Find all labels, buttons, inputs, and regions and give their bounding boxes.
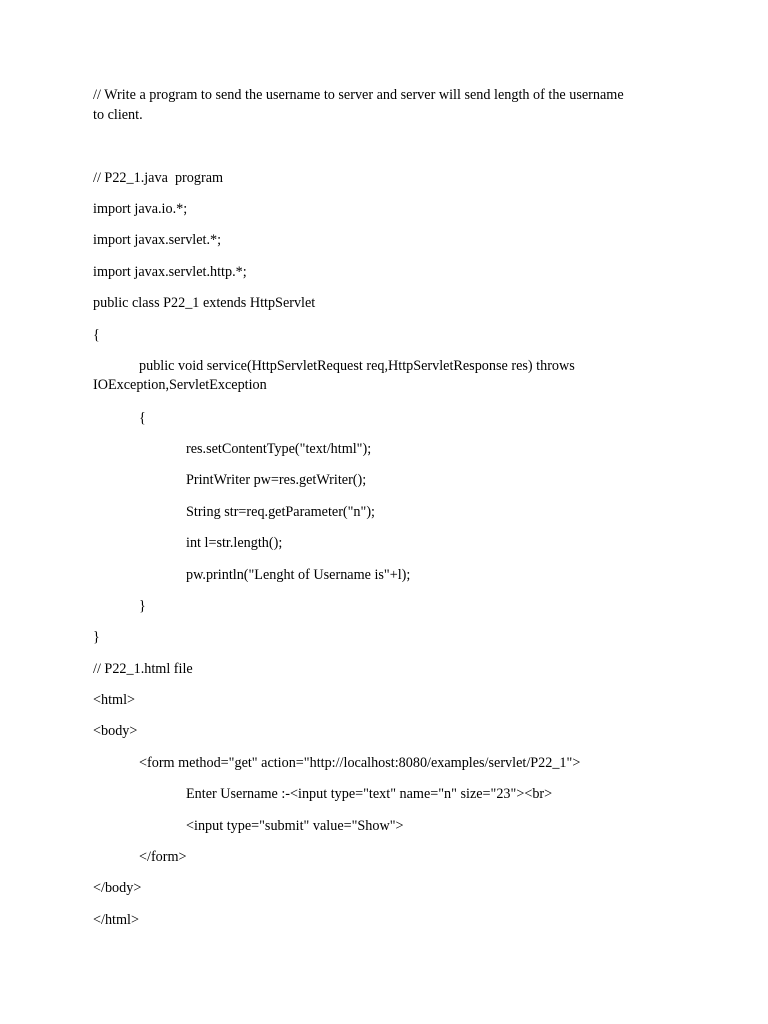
java-method-signature-line-2: IOException,ServletException (93, 377, 267, 393)
html-open-tag: <html> (93, 692, 136, 708)
java-import-io: import java.io.*; (93, 201, 188, 217)
form-input-text-line: Enter Username :-<input type="text" name="n" size="23"><br> (186, 786, 553, 802)
java-comment: // P22_1.java program (93, 170, 224, 186)
java-statement-get-writer: PrintWriter pw=res.getWriter(); (186, 472, 367, 488)
intro-line-1: // Write a program to send the username to server and server will send length of the username (93, 87, 624, 103)
body-open-tag: <body> (93, 723, 138, 739)
java-statement-get-parameter: String str=req.getParameter("n"); (186, 504, 375, 520)
html-close-tag: </html> (93, 912, 139, 928)
java-import-servlet: import javax.servlet.*; (93, 232, 222, 248)
form-close-tag: </form> (139, 849, 187, 865)
java-class-declaration: public class P22_1 extends HttpServlet (93, 295, 316, 311)
body-close-tag: </body> (93, 880, 142, 896)
java-method-open-brace: { (139, 410, 146, 426)
java-class-open-brace: { (93, 327, 100, 343)
java-method-close-brace: } (139, 598, 146, 614)
form-open-tag: <form method="get" action="http://localhost:8080/examples/servlet/P22_1"> (139, 755, 581, 771)
java-import-servlet-http: import javax.servlet.http.*; (93, 264, 247, 280)
html-file-comment: // P22_1.html file (93, 661, 193, 677)
java-statement-println: pw.println("Lenght of Username is"+l); (186, 567, 411, 583)
form-input-submit-line: <input type="submit" value="Show"> (186, 818, 404, 834)
intro-line-2: to client. (93, 107, 143, 123)
java-statement-length: int l=str.length(); (186, 535, 283, 551)
java-statement-set-content-type: res.setContentType("text/html"); (186, 441, 372, 457)
java-method-signature-line-1: public void service(HttpServletRequest req,HttpServletResponse res) throws (139, 358, 575, 374)
java-class-close-brace: } (93, 629, 100, 645)
